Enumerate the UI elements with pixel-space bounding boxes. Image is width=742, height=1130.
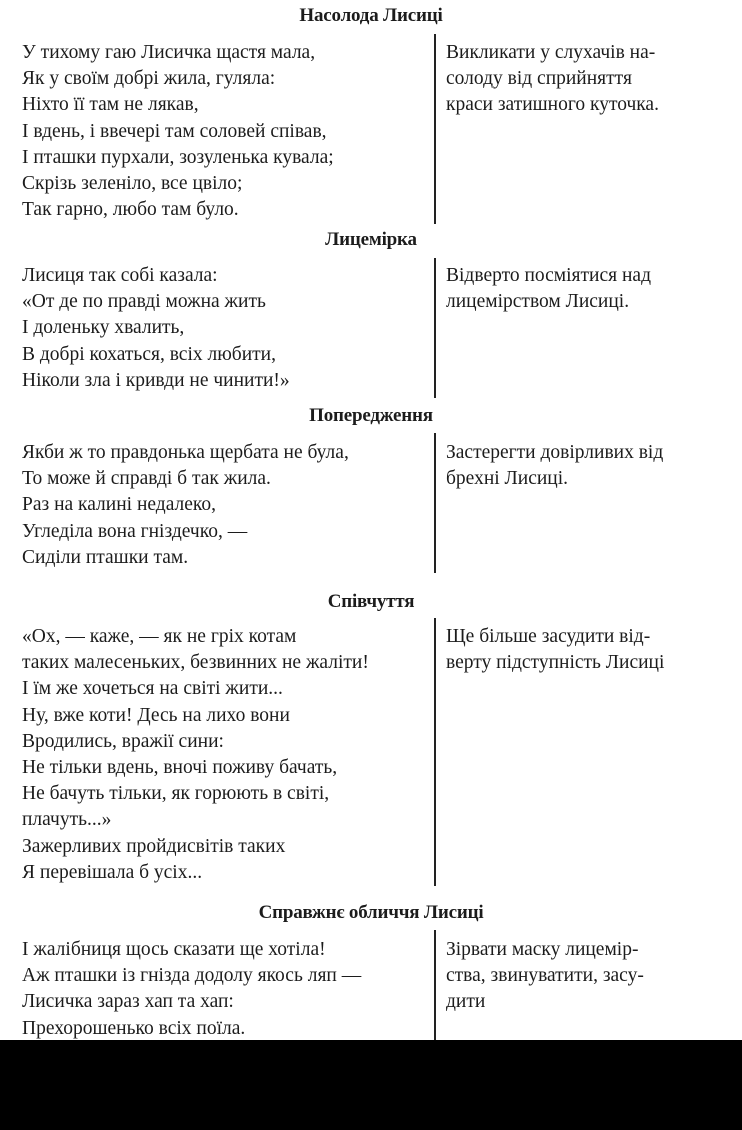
goal-line: дити [446, 991, 486, 1013]
poem-text [22, 263, 290, 394]
goal-line: Викликати у слухачів на- [446, 42, 656, 63]
poem-text [22, 624, 369, 886]
section-title: Попередження [309, 405, 433, 426]
poem-line: То може й справді б так жила. [22, 468, 271, 490]
poem-text [22, 440, 349, 571]
poem-line: Ніколи зла і кривди не чинити!» [22, 369, 290, 391]
poem-line: Зажерливих пройдисвітів таких [22, 835, 286, 857]
column-divider [434, 433, 436, 573]
poem-line: Не тільки вдень, вночі поживу бачать, [22, 757, 338, 779]
goal-text [446, 937, 644, 1016]
poem-line: Раз на калині недалеко, [22, 494, 217, 516]
poem-line: Прехорошенько всіх поїла. [22, 1017, 246, 1039]
goal-text [446, 263, 651, 315]
section-title: Насолода Лисиці [299, 5, 443, 26]
black-bottom-bar [0, 1040, 742, 1130]
poem-line: І їм же хочеться на світі жити... [22, 678, 283, 700]
goal-text [446, 440, 663, 492]
section-title: Справжнє обличчя Лисиці [258, 902, 484, 923]
goal-line: Зірвати маску лицемір- [446, 939, 639, 960]
poem-line: Угледіла вона гніздечко, — [22, 520, 248, 542]
poem-line: І вдень, і ввечері там соловей співав, [22, 120, 327, 142]
goal-text [446, 624, 664, 676]
poem-line: Аж пташки із гнізда додолу якось ляп — [22, 965, 362, 987]
section-title: Співчуття [327, 591, 415, 612]
poem-text [22, 40, 334, 223]
goal-text [446, 40, 659, 119]
column-divider [434, 930, 436, 1040]
poem-line: У тихому гаю Лисичка щастя мала, [22, 42, 316, 63]
poem-line: І доленьку хвалить, [22, 317, 185, 339]
column-divider [434, 34, 436, 224]
poem-line: «Ох, — каже, — як не гріх котам [22, 626, 297, 647]
poem-line: Лисиця так собі казала: [22, 265, 218, 286]
poem-line: «От де по правді можна жить [22, 291, 266, 313]
poem-line: Сиділи пташки там. [22, 546, 189, 568]
goal-line: Застерегти довірливих від [446, 442, 664, 463]
poem-line: плачуть...» [22, 809, 112, 831]
goal-line: краси затишного куточка. [446, 94, 659, 116]
goal-line: солоду від сприйняття [446, 68, 632, 90]
poem-line: В добрі кохаться, всіх любити, [22, 343, 276, 365]
poem-line: Ніхто її там не лякав, [22, 94, 199, 116]
goal-line: Відверто посміятися над [446, 265, 651, 286]
poem-line: І пташки пурхали, зозуленька кувала; [22, 146, 334, 168]
poem-line: І жалібниця щось сказати ще хотіла! [22, 939, 326, 960]
poem-line: Лисичка зараз хап та хап: [22, 991, 234, 1013]
poem-line: Як у своїм добрі жила, гуляла: [22, 68, 276, 90]
goal-line: верту підступність Лисиці [446, 652, 665, 674]
poem-line: таких малесеньких, безвинних не жаліти! [22, 652, 369, 674]
poem-line: Скрізь зеленіло, все цвіло; [22, 173, 243, 195]
poem-line: Не бачуть тільки, як горюють в світі, [22, 783, 330, 805]
column-divider [434, 258, 436, 398]
poem-line: Вродились, вражії сини: [22, 730, 224, 752]
poem-line: Ну, вже коти! Десь на лихо вони [22, 704, 290, 726]
poem-text [22, 937, 361, 1042]
column-divider [434, 618, 436, 886]
goal-line: брехні Лисиці. [446, 468, 569, 490]
section-title: Лицемірка [325, 229, 417, 250]
poem-line: Я перевішала б усіх... [22, 861, 203, 883]
goal-line: ства, звинуватити, засу- [446, 965, 644, 987]
poem-line: Якби ж то правдонька щербата не була, [22, 442, 349, 463]
goal-line: лицемірством Лисиці. [446, 291, 630, 313]
goal-line: Ще більше засудити від- [446, 626, 651, 647]
poem-line: Так гарно, любо там було. [22, 199, 239, 221]
